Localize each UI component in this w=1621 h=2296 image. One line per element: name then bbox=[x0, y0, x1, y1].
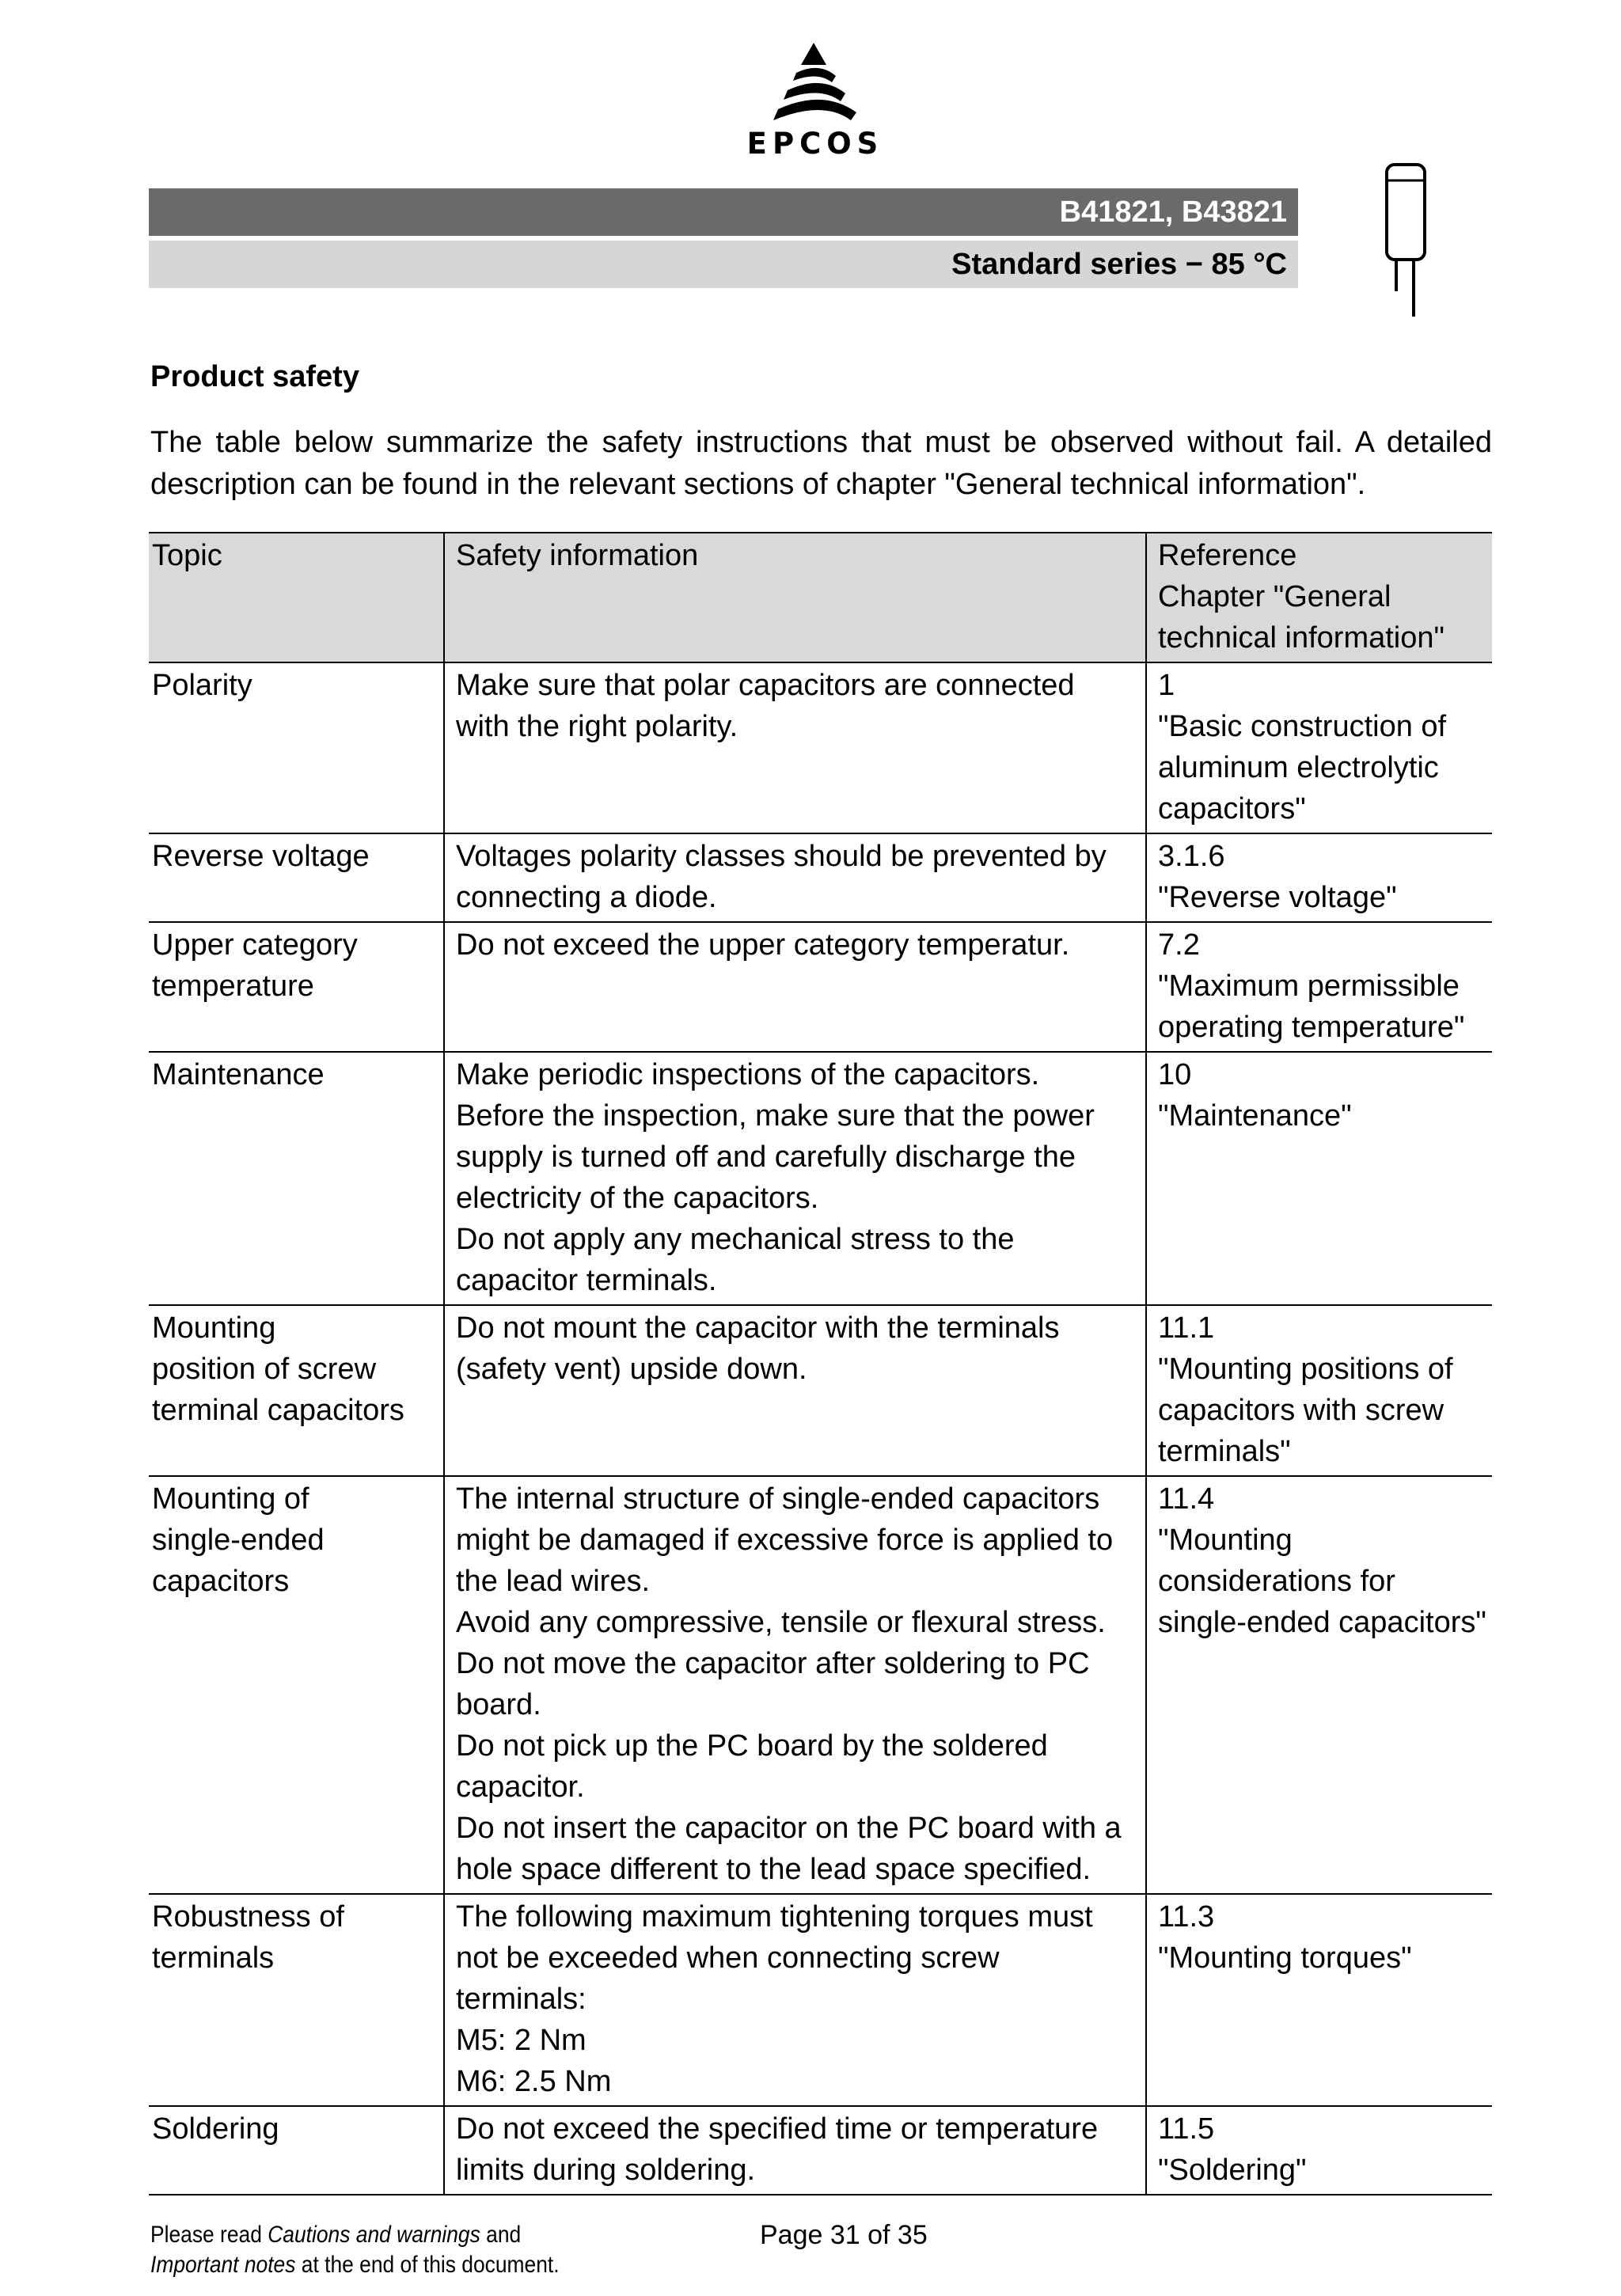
table-row bbox=[149, 1305, 1492, 1476]
section-title: Product safety bbox=[150, 360, 359, 393]
series-bar: Standard series − 85 °C bbox=[149, 241, 1298, 288]
header-reference: Reference Chapter "General technical information" bbox=[1146, 533, 1492, 662]
reference-cell: 11.4 "Mounting considerations for single-ended capacitors" bbox=[1146, 1476, 1492, 1894]
safety-info-cell: Do not exceed the upper category temperatur. bbox=[444, 922, 1146, 1052]
topic-cell: Mounting position of screw terminal capacitors bbox=[149, 1305, 444, 1476]
footer-note: Please read Cautions and warnings and Important notes at the end of this document. bbox=[150, 2222, 560, 2278]
safety-info-cell: Make periodic inspections of the capacitors. Before the inspection, make sure that the power supply is turned off and carefully discharge the electricity of the capacitors. Do not apply any mechanical stress to the capacitor terminals. bbox=[444, 1052, 1146, 1305]
table-row bbox=[149, 833, 1492, 922]
safety-info-cell: The internal structure of single-ended capacitors might be damaged if excessive force is applied to the lead wires. Avoid any compressive, tensile or flexural stress. Do not move the capacitor after soldering to PC board. Do not pick up the PC board by the soldered capacitor. Do not insert the capacitor on the PC board with a hole space different to the lead space specified. bbox=[444, 1476, 1146, 1894]
safety-table bbox=[149, 532, 1492, 2195]
capacitor-icon bbox=[1376, 158, 1463, 324]
table-row bbox=[149, 662, 1492, 833]
part-number-bar: B41821, B43821 bbox=[149, 188, 1298, 236]
table-row bbox=[149, 1052, 1492, 1305]
reference-cell: 11.1 "Mounting positions of capacitors with screw terminals" bbox=[1146, 1305, 1492, 1476]
topic-cell: Mounting of single-ended capacitors bbox=[149, 1476, 444, 1894]
topic-cell: Robustness of terminals bbox=[149, 1894, 444, 2106]
reference-cell: 1 "Basic construction of aluminum electrolytic capacitors" bbox=[1146, 662, 1492, 833]
page-number: Page 31 of 35 bbox=[760, 2220, 928, 2250]
safety-info-cell: Make sure that polar capacitors are connected with the right polarity. bbox=[444, 662, 1146, 833]
topic-cell: Upper category temperature bbox=[149, 922, 444, 1052]
reference-cell: 11.3 "Mounting torques" bbox=[1146, 1894, 1492, 2106]
topic-cell: Reverse voltage bbox=[149, 833, 444, 922]
reference-cell: 10 "Maintenance" bbox=[1146, 1052, 1492, 1305]
safety-info-cell: The following maximum tightening torques must not be exceeded when connecting screw terminals: M5: 2 Nm M6: 2.5 Nm bbox=[444, 1894, 1146, 2106]
reference-cell: 7.2 "Maximum permissible operating temperature" bbox=[1146, 922, 1492, 1052]
header-topic: Topic bbox=[149, 533, 444, 662]
table-row bbox=[149, 2106, 1492, 2195]
topic-cell: Maintenance bbox=[149, 1052, 444, 1305]
topic-cell: Soldering bbox=[149, 2106, 444, 2195]
safety-info-cell: Do not mount the capacitor with the terminals (safety vent) upside down. bbox=[444, 1305, 1146, 1476]
table-row bbox=[149, 1476, 1492, 1894]
header-safety-information: Safety information bbox=[444, 533, 1146, 662]
table-row bbox=[149, 922, 1492, 1052]
intro-paragraph: The table below summarize the safety instructions that must be observed without fail. A detailed description can be found in the relevant sections of chapter "General technical information". bbox=[150, 426, 1492, 501]
reference-cell: 11.5 "Soldering" bbox=[1146, 2106, 1492, 2195]
brand-name: EPCOS bbox=[746, 127, 884, 161]
topic-cell: Polarity bbox=[149, 662, 444, 833]
reference-cell: 3.1.6 "Reverse voltage" bbox=[1146, 833, 1492, 922]
table-header-row bbox=[149, 533, 1492, 662]
safety-info-cell: Voltages polarity classes should be prevented by connecting a diode. bbox=[444, 833, 1146, 922]
safety-info-cell: Do not exceed the specified time or temperature limits during soldering. bbox=[444, 2106, 1146, 2195]
table-row bbox=[149, 1894, 1492, 2106]
